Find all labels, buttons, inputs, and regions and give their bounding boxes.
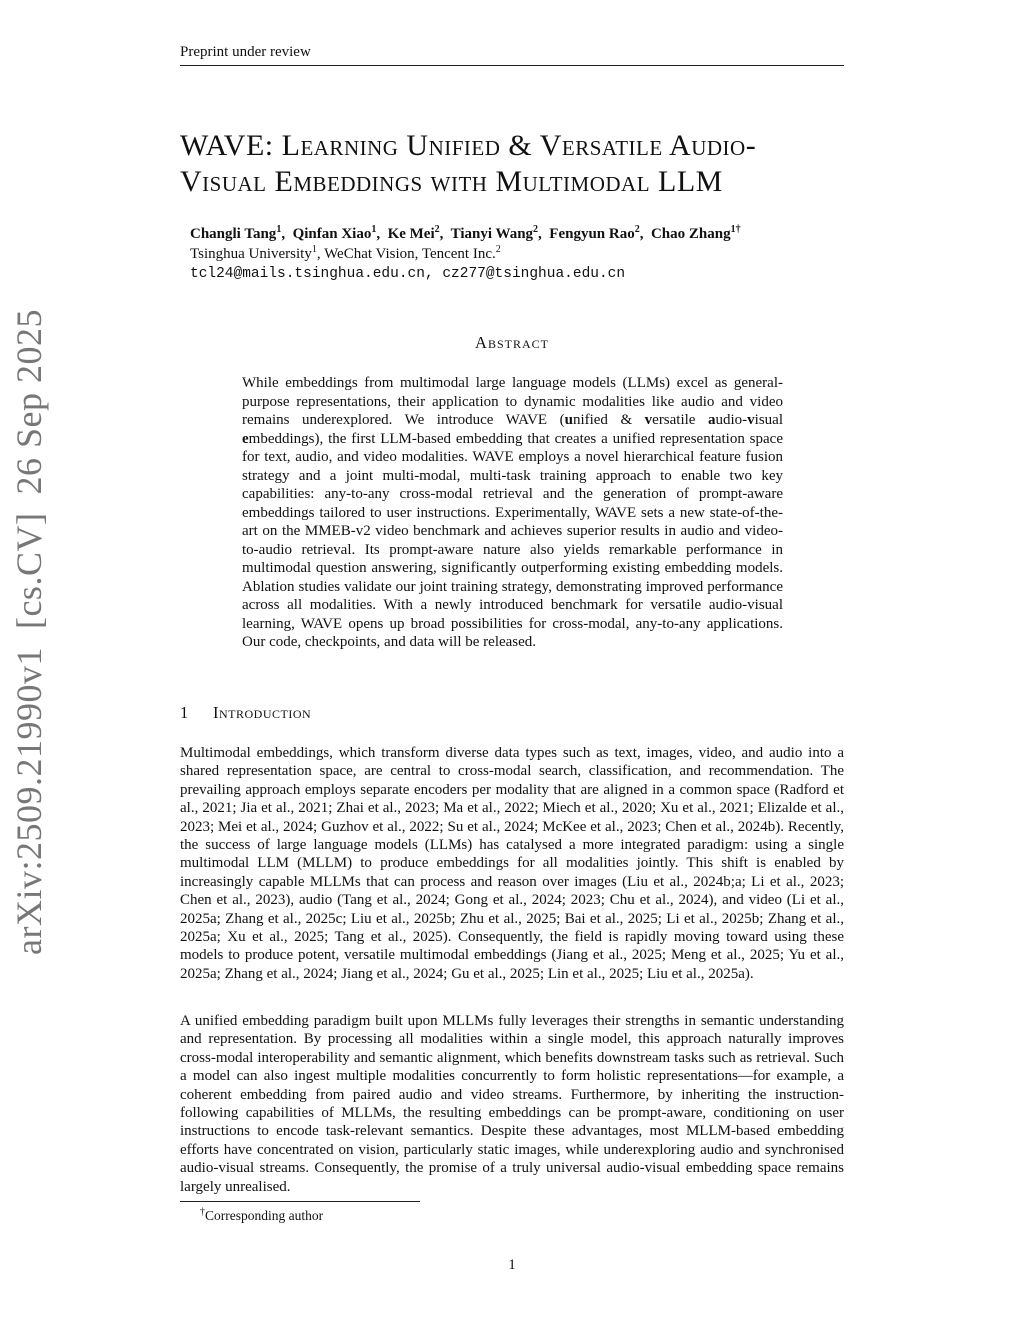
arxiv-date: 26 Sep 2025 xyxy=(9,309,49,495)
footnote-text: Corresponding author xyxy=(205,1208,324,1223)
abstract-bold-letter: a xyxy=(708,412,716,428)
abstract-heading: Abstract xyxy=(475,333,549,352)
author-affil-mark: 1† xyxy=(730,224,741,235)
affiliation-2: , WeChat Vision, Tencent Inc. xyxy=(316,246,496,262)
affiliation-1-mark: 1 xyxy=(311,244,317,255)
abstract-body xyxy=(242,374,783,652)
page-number: 1 xyxy=(508,1257,516,1273)
author-name: Chao Zhang xyxy=(650,226,731,242)
abstract-text: isual xyxy=(754,412,784,428)
paper-title xyxy=(180,128,850,200)
author-name: Qinfan Xiao xyxy=(292,226,372,242)
abstract-text: nified & xyxy=(572,412,645,428)
section-title: Introduction xyxy=(213,703,312,722)
arxiv-category: [cs.CV] xyxy=(9,512,49,630)
author-emails: tcl24@mails.tsinghua.edu.cn, cz277@tsinghua.edu.cn xyxy=(190,266,626,282)
author-affil-mark: 1 xyxy=(276,224,282,235)
author-affil-mark: 2 xyxy=(634,224,640,235)
abstract-bold-letter: u xyxy=(564,412,573,428)
abstract-bold-letter: v xyxy=(747,412,755,428)
arxiv-id: arXiv:2509.21990v1 xyxy=(9,647,49,955)
affiliation-1: Tsinghua University xyxy=(190,246,312,262)
arxiv-side-stamp xyxy=(8,309,50,955)
header-rule xyxy=(180,65,844,66)
section-number: 1 xyxy=(180,703,189,722)
section-heading-introduction xyxy=(180,703,311,723)
abstract-text: While embeddings from multimodal large language models (LLMs) excel as general-purpose representations, their application to dynamic modalities like audio and video remains underexplored. We introduce WAVE ( xyxy=(242,375,783,428)
title-line-2: Visual Embeddings with Multimodal LLM xyxy=(180,165,723,198)
author-name: Changli Tang xyxy=(190,226,277,242)
author-list: Changli Tang$^1$, Qinfan Xiao$^1$, Ke Mei$^2$, Tianyi Wang$^2$, Fengyun Rao$^2$, Chao Zhang$^{1\dagger}$ xyxy=(190,224,741,242)
affiliation-2-mark: 2 xyxy=(495,244,501,255)
intro-paragraph-1: Multimodal embeddings, which transform diverse data types such as text, images, video, and audio into a shared representation space, are central to cross-modal search, classification, and recommendation. The prevailing approach employs separate encoders per modality that are aligned in a common space (Radford et al., 2021; Jia et al., 2021; Zhai et al., 2023; Ma et al., 2022; Miech et al., 2020; Xu et al., 2021; Elizalde et al., 2023; Mei et al., 2024; Guzhov et al., 2022; Su et al., 2024; McKee et al., 2023; Chen et al., 2024b). Recently, the success of large language models (LLMs) has catalysed a more integrated paradigm: using a single multimodal LLM (MLLM) to produce embeddings for all modalities jointly. This shift is enabled by increasingly capable MLLMs that can process and reason over images (Liu et al., 2024b;a; Li et al., 2023; Chen et al., 2023), audio (Tang et al., 2024; Gong et al., 2024; 2023; Chu et al., 2024), and video (Li et al., 2025a; Zhang et al., 2025c; Liu et al., 2025b; Zhu et al., 2025; Bai et al., 2025; Li et al., 2025b; Zhang et al., 2025a; Xu et al., 2025; Tang et al., 2025). Consequently, the field is rapidly moving toward using these models to produce potent, versatile multimodal embeddings (Jiang et al., 2025; Meng et al., 2025; Yu et al., 2025a; Zhang et al., 2024; Jiang et al., 2024; Gu et al., 2025; Lin et al., 2025; Liu et al., 2025a). xyxy=(180,745,844,982)
footnote-rule xyxy=(180,1201,420,1202)
abstract-bold-letter: v xyxy=(644,412,653,428)
abstract-text: ersatile xyxy=(652,412,708,428)
footnote-mark: † xyxy=(200,1206,205,1218)
intro-paragraph-2: A unified embedding paradigm built upon MLLMs fully leverages their strengths in semantic understanding and representation. By processing all modalities within a single model, this approach naturally improves cross-modal interoperability and semantic alignment, which benefits downstream tasks such as retrieval. Such a model can also ingest multiple modalities concurrently to form holistic representations—for example, a coherent embedding from paired audio and video streams. Furthermore, by inheriting the instruction-following capabilities of MLLMs, the resulting embeddings can be prompt-aware, conditioning on user instructions to encode task-relevant semantics. Despite these advantages, most MLLM-based embedding efforts have concentrated on vision, particularly static images, while underexploring audio and synchronised audio-visual streams. Consequently, the promise of a truly universal audio-visual embedding space remains largely unrealised. xyxy=(180,1013,844,1195)
running-header: Preprint under review xyxy=(180,44,311,60)
abstract-text: udio- xyxy=(715,412,748,428)
author-name: Tianyi Wang xyxy=(450,226,534,242)
abstract-bold-letter: e xyxy=(242,430,249,447)
author-name: Ke Mei xyxy=(387,226,435,242)
title-line-1: WAVE: Learning Unified & Versatile Audio- xyxy=(180,129,757,162)
author-affil-mark: 1 xyxy=(371,224,377,235)
author-affil-mark: 2 xyxy=(434,224,440,235)
affiliations xyxy=(190,246,501,263)
footnote xyxy=(200,1208,323,1224)
author-name: Fengyun Rao xyxy=(549,226,635,242)
abstract-text: mbeddings), the first LLM-based embedding that creates a unified representation space for text, audio, and video modalities. WAVE employs a novel hierarchical feature fusion strategy and a joint multi-modal, multi-task training approach to enable two key capabilities: any-to-any cross-modal retrieval and the generation of prompt-aware embeddings tailored to user instructions. Experimentally, WAVE sets a new state-of-the-art on the MMEB-v2 video benchmark and achieves superior results in audio and video-to-audio retrieval. Its prompt-aware nature also yields remarkable performance in multimodal question answering, significantly outperforming existing embedding models. Ablation studies validate our joint training strategy, demonstrating improved performance across all modalities. With a newly introduced benchmark for versatile audio-visual learning, WAVE opens up broad possibilities for cross-modal, any-to-any applications. Our code, checkpoints, and data will be released. xyxy=(242,430,783,650)
author-affil-mark: 2 xyxy=(533,224,539,235)
